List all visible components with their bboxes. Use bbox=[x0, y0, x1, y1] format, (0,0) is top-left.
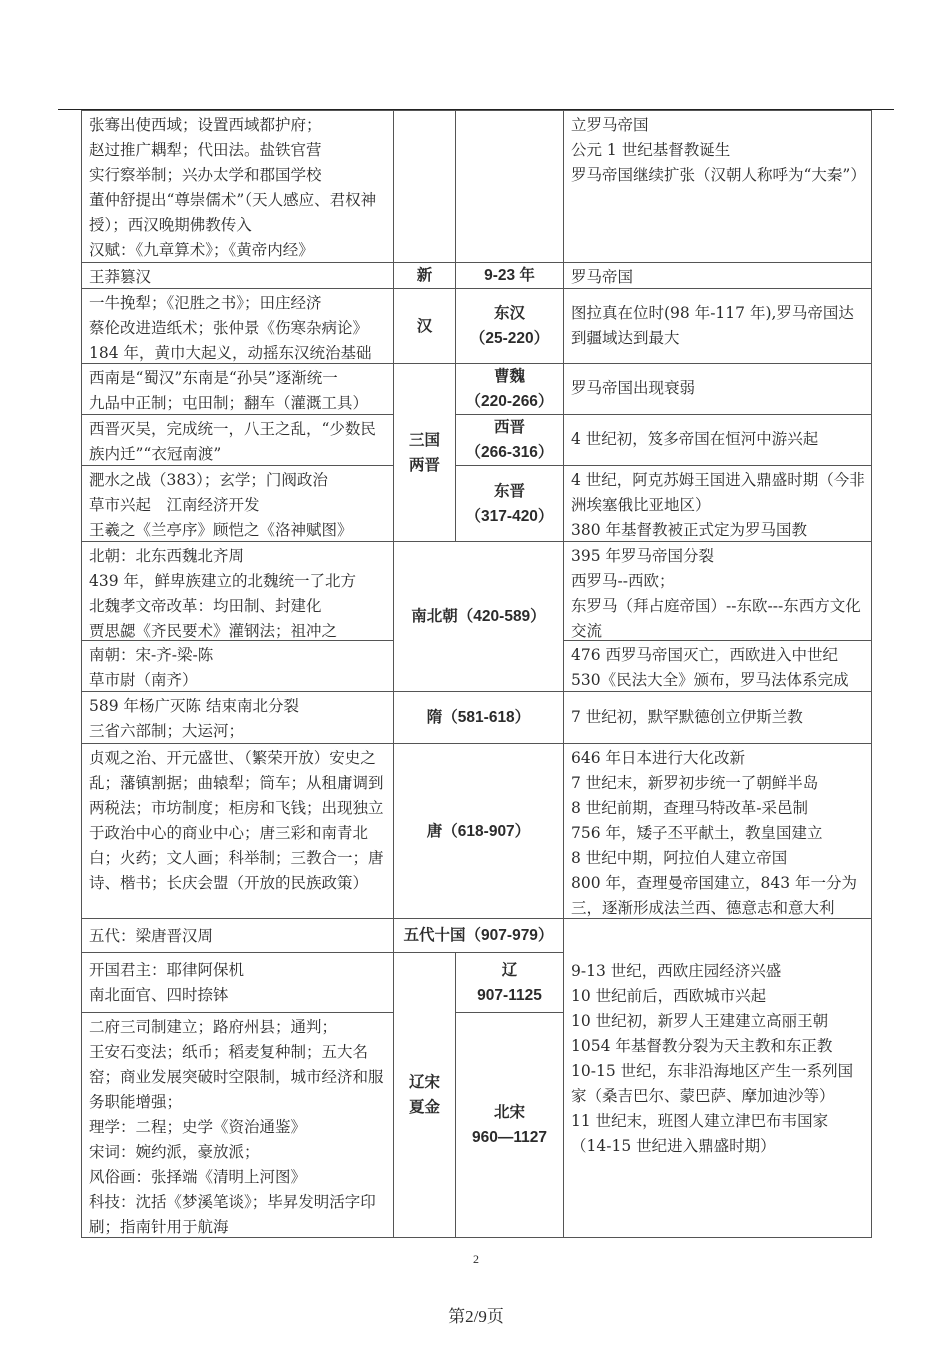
period-label: 9-23 年 bbox=[484, 267, 535, 284]
caowei-period-cell bbox=[455, 363, 564, 415]
world-events-text: 9-13 世纪，西欧庄园经济兴盛 10 世纪前后，西欧城市兴起 10 世纪初，新罗人王建建立高丽王朝 1054 年基督教分裂为天主教和东正教 10-15 世纪，东非沿海地区产生一系列国家（桑吉巴尔、蒙巴萨、摩加迪沙等） 11 世纪末，班图人建立津巴布韦国家 （14-15 世纪进入鼎盛时期） bbox=[571, 962, 854, 1155]
tang-world-cell: 646 年日本进行大化改新 7 世纪末，新罗初步统一了朝鲜半岛 8 世纪前期，查理马特改革-采邑制 756 年，矮子丕平献土，教皇国建立 8 世纪中期，阿拉伯人建立帝国 800 年，查理曼帝国建立，843 年一分为三，逐渐形成法兰西、德意志和意大利 bbox=[563, 743, 872, 919]
sui-world-cell: 7 世纪初，默罕默德创立伊斯兰教 bbox=[563, 691, 872, 744]
dynasty-label: 唐（618-907） bbox=[426, 822, 531, 840]
sui-dynasty-cell bbox=[393, 691, 564, 744]
period-label: 曹魏 （220-266） bbox=[465, 368, 554, 410]
dynasty-label: 三国 两晋 bbox=[408, 431, 440, 474]
nanchao-china-cell: 南朝：宋-齐-梁-陈 草市尉（南齐） bbox=[81, 640, 394, 692]
dongjin-period-cell bbox=[455, 465, 564, 542]
tang-dynasty-cell bbox=[393, 743, 564, 919]
song-world-cell bbox=[563, 918, 872, 1238]
beisong-china-cell: 二府三司制建立；路府州县；通判； 王安石变法；纸币；稻麦复种制；五大名窑；商业发展突破时空限制，城市经济和服务职能增强； 理学：二程；史学《资治通鉴》 宋词：婉约派，豪放派； 风俗画：张择端《清明上河图》 科技：沈括《梦溪笔谈》；毕昇发明活字印刷；指南针用于航海 bbox=[81, 1012, 394, 1238]
period-label: 西晋 （266-316） bbox=[465, 419, 554, 461]
beisong-period-cell bbox=[455, 1012, 564, 1238]
dynasty-label: 五代十国（907-979） bbox=[403, 927, 554, 944]
dynasty-label: 汉 bbox=[416, 317, 433, 335]
beichao-china-cell: 北朝：北东西魏北齐周 439 年，鲜卑族建立的北魏统一了北方 北魏孝文帝改革：均田制、封建化 贾思勰《齐民要术》灌钢法；祖冲之 bbox=[81, 541, 394, 641]
xihan-period-cell bbox=[455, 110, 564, 263]
sui-china-cell: 589 年杨广灭陈 结束南北分裂 三省六部制；大运河； bbox=[81, 691, 394, 744]
dongjin-china-cell: 淝水之战（383）；玄学；门阀政治 草市兴起 江南经济开发 王羲之《兰亭序》顾恺之《洛神赋图》 bbox=[81, 465, 394, 542]
donghan-china-cell: 一牛挽犁；《氾胜之书》；田庄经济 蔡伦改进造纸术；张仲景《伤寒杂病论》 184 年，黄巾大起义，动摇东汉统治基础 bbox=[81, 288, 394, 364]
xin-china-cell: 王莽篡汉 bbox=[81, 262, 394, 289]
xihan-china-cell: 张骞出使西域；设置西域都护府； 赵过推广耦犁；代田法。盐铁官营 实行察举制；兴办太学和郡国学校 董仲舒提出“尊崇儒术”（天人感应、君权神授）；西汉晚期佛教传入 汉赋：《九章算术》；《黄帝内经》 bbox=[81, 110, 394, 263]
period-label: 北宋 960—1127 bbox=[472, 1104, 547, 1146]
beichao-world-cell: 395 年罗马帝国分裂 西罗马--西欧； 东罗马（拜占庭帝国）--东欧---东西方文化交流 bbox=[563, 541, 872, 641]
liao-china-cell: 开国君主：耶律阿保机 南北面官、四时捺钵 bbox=[81, 952, 394, 1013]
xijin-world-cell: 4 世纪初，笈多帝国在恒河中游兴起 bbox=[563, 414, 872, 466]
xin-world-cell: 罗马帝国 bbox=[563, 262, 872, 289]
liao-period-cell bbox=[455, 952, 564, 1013]
period-label: 东晋 （317-420） bbox=[465, 482, 554, 525]
liaosong-dynasty-cell bbox=[393, 952, 456, 1238]
xihan-dynasty-cell bbox=[393, 110, 456, 263]
tang-china-cell: 贞观之治、开元盛世、（繁荣开放）安史之乱；藩镇割据；曲辕犁；筒车；从租庸调到两税法；市坊制度；柜房和飞钱；出现独立于政治中心的商业中心；唐三彩和南青北白；火药；文人画；科举制；三教合一；唐诗、楷书；长庆会盟（开放的民族政策） bbox=[81, 743, 394, 919]
caowei-china-cell: 西南是“蜀汉”东南是“孙吴”逐渐统一 九品中正制；屯田制；翻车（灌溉工具） bbox=[81, 363, 394, 415]
xihan-world-cell: 立罗马帝国 公元 1 世纪基督教诞生 罗马帝国继续扩张（汉朝人称呼为“大秦”） bbox=[563, 110, 872, 263]
xijin-period-cell bbox=[455, 414, 564, 466]
caowei-world-cell: 罗马帝国出现衰弱 bbox=[563, 363, 872, 415]
wudai-dynasty-cell bbox=[393, 918, 564, 953]
nanchao-world-cell: 476 西罗马帝国灭亡，西欧进入中世纪 530《民法大全》颁布，罗马法体系完成 bbox=[563, 640, 872, 692]
xin-dynasty-cell bbox=[393, 262, 456, 289]
period-label: 辽 907-1125 bbox=[477, 961, 542, 1004]
dynasty-label: 南北朝（420-589） bbox=[411, 608, 546, 625]
nanbeichao-dynasty-cell bbox=[393, 541, 564, 692]
dynasty-label: 新 bbox=[416, 267, 433, 284]
page-indicator: 第2/9页 bbox=[448, 1307, 504, 1326]
han-dynasty-cell bbox=[393, 288, 456, 364]
xijin-china-cell: 西晋灭吴，完成统一，八王之乱，“少数民族内迁”“衣冠南渡” bbox=[81, 414, 394, 466]
xin-period-cell bbox=[455, 262, 564, 289]
dynasty-label: 隋（581-618） bbox=[426, 709, 531, 726]
wudai-china-cell: 五代：梁唐晋汉周 bbox=[81, 918, 394, 953]
page-number: 2 bbox=[473, 1252, 479, 1266]
period-label: 东汉 （25-220） bbox=[469, 305, 550, 347]
donghan-period-cell bbox=[455, 288, 564, 364]
sanguo-dynasty-cell bbox=[393, 363, 456, 542]
dongjin-world-cell: 4 世纪，阿克苏姆王国进入鼎盛时期（今非洲埃塞俄比亚地区） 380 年基督教被正式定为罗马国教 bbox=[563, 465, 872, 542]
dynasty-label: 辽宋 夏金 bbox=[408, 1074, 440, 1116]
donghan-world-cell: 图拉真在位时(98 年-117 年),罗马帝国达到疆域达到最大 bbox=[563, 288, 872, 364]
